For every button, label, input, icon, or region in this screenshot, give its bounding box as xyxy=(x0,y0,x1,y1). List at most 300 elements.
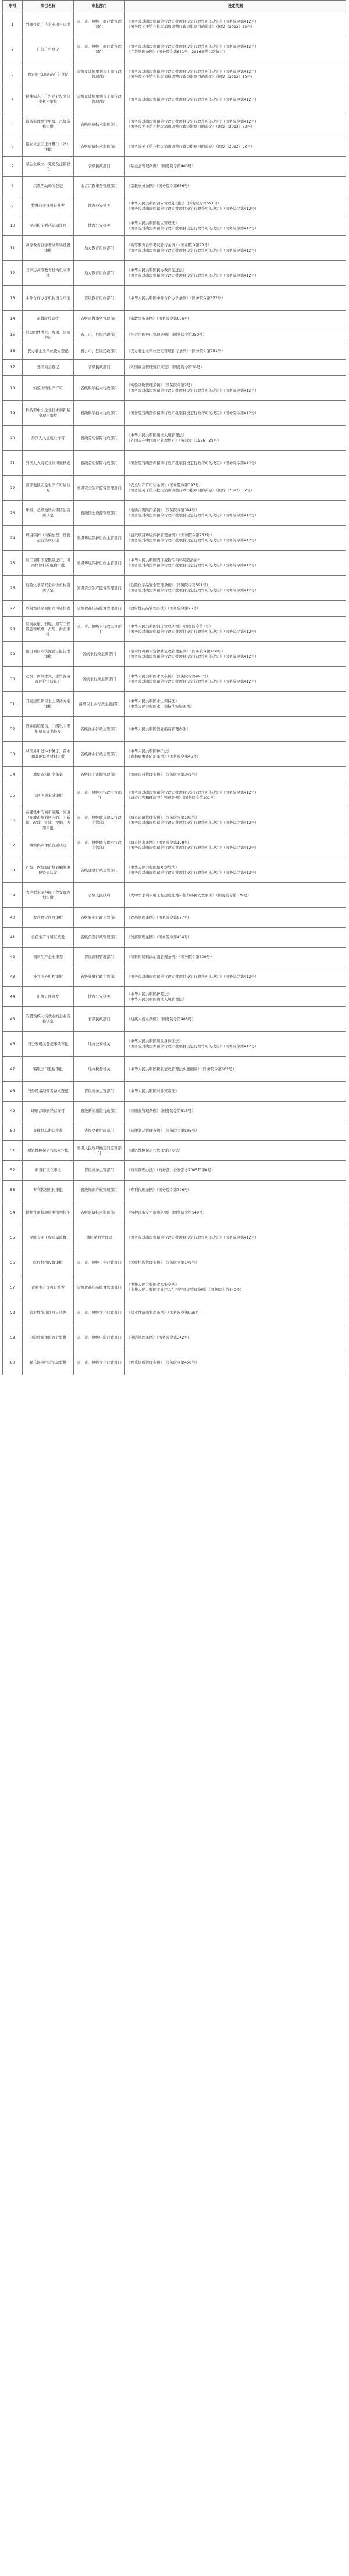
basis-line: 《中华人民共和国水文条例》（国务院令第496号） xyxy=(127,674,211,679)
table-row xyxy=(3,1300,346,1325)
basis-line: 《国务院对确需保留的行政审批项目设定行政许可的决定》（国务院令第412号） xyxy=(127,1235,259,1240)
basis-line: 《中华人民共和国对外贸易法》 xyxy=(127,1089,179,1093)
approval-dept: 省级科学技术行政部门 xyxy=(74,401,125,426)
table-row xyxy=(3,376,346,401)
basis-line: 《国务院对确需保留的行政审批项目设定行政许可的决定》（国务院令第412号） xyxy=(127,119,259,124)
basis-line: 《中华人民共和国固体废物污染环境防治法》 xyxy=(127,558,201,562)
approval-dept: 省、市、县级电影行政部门 xyxy=(74,1325,125,1350)
legal-basis xyxy=(125,236,346,261)
row-number: 6 xyxy=(3,137,23,157)
legal-basis xyxy=(125,967,346,987)
table-row xyxy=(3,1181,346,1200)
legal-basis xyxy=(125,360,346,376)
table-row xyxy=(3,343,346,360)
item-name: 城镇供水单位资质认定 xyxy=(23,833,74,858)
basis-line: 《国务院对确需保留的行政审批项目设定行政许可的决定》（国务院令第412号） xyxy=(127,273,259,278)
table-row xyxy=(3,526,346,551)
legal-basis xyxy=(125,1141,346,1161)
row-number: 23 xyxy=(3,501,23,526)
approval-dept: 省级国土资源管理部门 xyxy=(74,767,125,783)
approval-dept: 省级林业行政主管部门 xyxy=(74,742,125,767)
table-row xyxy=(3,742,346,767)
item-name: 宗教活动场所登记 xyxy=(23,177,74,196)
basis-line: 《高等教育自学考试暂行条例》（国务院令第93号） xyxy=(127,243,212,247)
row-number: 45 xyxy=(3,1007,23,1032)
item-name: 兽药生产许可证核发 xyxy=(23,928,74,948)
basis-line: 《中华人民共和国水土保持法》 xyxy=(127,699,179,704)
item-name: 地质资料汇交备案 xyxy=(23,767,74,783)
approval-dept: 省级食品药品监督管理部门 xyxy=(74,1275,125,1300)
table-row xyxy=(3,858,346,883)
item-name: 特殊标志、广告企业设立分支机构审批 xyxy=(23,87,74,112)
legal-basis xyxy=(125,1032,346,1057)
table-row xyxy=(3,12,346,37)
basis-line: 《建设项目环境保护管理条例》（国务院令第253号） xyxy=(127,533,214,537)
row-number: 59 xyxy=(3,1325,23,1350)
approval-dept: 省级民政部门 xyxy=(74,1007,125,1032)
approval-dept: 省、市、县级卫生行政部门 xyxy=(74,1250,125,1275)
approval-dept: 省、市、县级文化行政部门 xyxy=(74,1350,125,1375)
basis-line: 《国务院对确需保留的行政审批项目设定行政许可的决定》（国务院令第412号） xyxy=(127,206,259,211)
item-name: 高等教育自学考试考场设置审批 xyxy=(23,236,74,261)
approval-dept: 省、市、县级水行政主管部门 xyxy=(74,617,125,642)
approval-dept: 省级及计划单列市工商行政管理部门 xyxy=(74,87,125,112)
basis-line: 《地质资料管理条例》（国务院令第349号） xyxy=(127,772,200,777)
approval-dept: 省级文化行政部门 xyxy=(74,1121,125,1141)
item-name: 特殊行业许可证核发 xyxy=(23,196,74,216)
basis-line: 《国务院对确需保留的行政审批项目设定行政许可的决定》（国务院令第412号） xyxy=(127,513,259,518)
approval-dept: 地方教育行政部门 xyxy=(74,236,125,261)
row-number: 17 xyxy=(3,360,23,376)
table-row xyxy=(3,236,346,261)
basis-line: 《中华人民共和国渔业船员管理办法》 xyxy=(127,726,190,731)
legal-basis xyxy=(125,783,346,808)
row-number: 22 xyxy=(3,476,23,501)
legal-basis xyxy=(125,12,346,37)
row-number: 41 xyxy=(3,928,23,948)
basis-line: 《城市道路管理条例》（国务院令第198号） xyxy=(127,815,200,820)
header-no: 序号 xyxy=(3,1,23,12)
table-row xyxy=(3,967,346,987)
row-number: 40 xyxy=(3,908,23,928)
approval-dept: 省、市、县级工商行政管理部门 xyxy=(74,37,125,62)
item-name: 外国商会登记 xyxy=(23,360,74,376)
approval-dept: 地方宗教事务管理部门 xyxy=(74,177,125,196)
table-row xyxy=(3,667,346,692)
table-row xyxy=(3,62,346,87)
item-name: 放射性药品使用许可证核发 xyxy=(23,601,74,617)
approval-dept: 地区民航管理局 xyxy=(74,1225,125,1250)
approval-dept: 地方税务机关 xyxy=(74,1057,125,1082)
approval-dept: 地方公安机关 xyxy=(74,196,125,216)
legal-basis xyxy=(125,62,346,87)
item-name: 特种设备检验检测机构核准 xyxy=(23,1200,74,1225)
legal-basis xyxy=(125,87,346,112)
approval-dept: 省级渔业行政主管部门 xyxy=(74,717,125,742)
item-name: 建立社会公正计量行（站）审批 xyxy=(23,137,74,157)
row-number: 48 xyxy=(3,1082,23,1102)
row-number: 38 xyxy=(3,858,23,883)
table-row xyxy=(3,551,346,576)
approval-dept: 省级质量技术监督部门 xyxy=(74,1200,125,1225)
row-number: 55 xyxy=(3,1225,23,1250)
row-number: 14 xyxy=(3,311,23,327)
basis-line: 《国务院对确需保留的行政审批项目设定行政许可的决定》（国务院令第412号） xyxy=(127,96,259,102)
approval-dept: 省级质量技术监督部门 xyxy=(74,137,125,157)
item-name: 对公安机关登记事项审批 xyxy=(23,1032,74,1057)
row-number: 51 xyxy=(3,1141,23,1161)
approval-dept: 省、市、县级城市供水行政主管部门 xyxy=(74,833,125,858)
table-row xyxy=(3,717,346,742)
basis-line: 《残疾人就业条例》（国务院令第488号） xyxy=(127,1016,195,1021)
item-name: 危险化学品安全评价机构资质认定 xyxy=(23,576,74,601)
legal-basis xyxy=(125,1325,346,1350)
item-name: 融资性担保公司设立审批 xyxy=(23,1141,74,1161)
approval-dept: 省、市、县级工商行政管理部门 xyxy=(74,12,125,37)
approval-dept: 省级及计划单列市工商行政管理部门 xyxy=(74,62,125,87)
table-body xyxy=(3,12,346,1375)
table-row xyxy=(3,1161,346,1181)
basis-line: 《国务院关于第六批取消和调整行政审批项目的决定》（国发〔2012〕52号） xyxy=(127,74,255,79)
table-row xyxy=(3,196,346,216)
basis-line: 《中华人民共和国税收征收管理法实施细则》（国务院令第362号） xyxy=(127,1066,236,1071)
legal-basis xyxy=(125,908,346,928)
basis-line: 《广告管理条例》（国务院令第681号，2016年第二次修订） xyxy=(127,49,227,54)
item-name: 电影放映单位设立审批 xyxy=(23,1325,74,1350)
table-header-row xyxy=(3,1,346,12)
basis-line: 《国务院对确需保留的行政审批项目设定行政许可的决定》（国务院令第412号） xyxy=(127,845,259,850)
basis-line: 《国务院关于第六批取消和调整行政审批项目的决定》（国发〔2012〕52号） xyxy=(127,488,255,493)
basis-line: 《国务院对确需保留的行政审批项目设定行政许可的决定》（国务院令第412号） xyxy=(127,69,259,74)
basis-line: 《国务院关于第六批取消和调整行政审批项目的决定》（国发〔2012〕52号） xyxy=(127,24,255,29)
legal-basis xyxy=(125,1007,346,1032)
legal-basis xyxy=(125,216,346,236)
basis-line: 《中华人民共和国治安管理处罚法》（国务院令第591号） xyxy=(127,200,222,206)
basis-line: 《取水许可和水资源费征收管理条例》（国务院令第460号） xyxy=(127,649,225,654)
item-name: 宗教院校审批 xyxy=(23,311,74,327)
approval-dept: 省级质量技术监督部门 xyxy=(74,112,125,137)
table-row xyxy=(3,360,346,376)
basis-line: 《城市市容和环境卫生管理条例》（国务院令第101号） xyxy=(127,795,218,800)
approval-dept: 省、市、县级文化行政部门 xyxy=(74,1300,125,1325)
legal-basis xyxy=(125,883,346,908)
legal-basis xyxy=(125,1225,346,1250)
table-row xyxy=(3,157,346,177)
approval-dept: 省级国土资源管理部门 xyxy=(74,501,125,526)
basis-line: 《电影管理条例》（国务院令第342号） xyxy=(127,1334,192,1340)
item-name: 民用枪支弹药运输许可 xyxy=(23,216,74,236)
approval-dept: 省、市、县级民政部门 xyxy=(74,343,125,360)
approval-dept: 省级环境保护行政主管部门 xyxy=(74,551,125,576)
basis-line: 《典当管理办法》（商务部、公安部令2005年第8号） xyxy=(127,1168,215,1172)
approval-dept: 省级外事行政主管部门 xyxy=(74,967,125,987)
basis-line: 《国务院对确需保留的行政审批项目设定行政许可的决定》（国务院令第412号） xyxy=(127,588,259,593)
basis-line: 《国务院对确需保留的行政审批项目设定行政许可的决定》（国务院令第412号） xyxy=(127,44,259,49)
legal-basis xyxy=(125,601,346,617)
basis-line: 《国务院对确需保留的行政审批项目设定行政许可的决定》（国务院令第412号） xyxy=(127,410,259,415)
row-number: 26 xyxy=(3,576,23,601)
basis-line: 《中华人民共和国居民身份证法》 xyxy=(127,1039,183,1043)
row-number: 19 xyxy=(3,401,23,426)
legal-basis xyxy=(125,1300,346,1325)
row-number: 15 xyxy=(3,327,23,343)
legal-basis xyxy=(125,617,346,642)
approval-dept: 省级农业行政主管部门 xyxy=(74,908,125,928)
basis-line: 《国务院对确需保留的行政审批项目设定行政许可的决定》（国务院令第412号） xyxy=(127,563,259,568)
basis-line: 《地质灾害防治条例》（国务院令第394号） xyxy=(127,508,200,512)
table-row xyxy=(3,1121,346,1141)
legal-basis xyxy=(125,1161,346,1181)
legal-basis xyxy=(125,642,346,667)
item-name: 建设项目水资源论证报告书审批 xyxy=(23,642,74,667)
basis-line: 《中华人民共和国民办教育促进法》 xyxy=(127,268,187,272)
table-row xyxy=(3,137,346,157)
basis-line: 《中华人民共和国出境入境管理法》 xyxy=(127,996,187,1002)
row-number: 60 xyxy=(3,1350,23,1375)
legal-basis xyxy=(125,37,346,62)
item-name: 骗取出口退税审批 xyxy=(23,1057,74,1082)
row-number: 34 xyxy=(3,767,23,783)
table-row xyxy=(3,1250,346,1275)
item-name: 设备监理单位甲级、乙级资格审批 xyxy=(23,112,74,137)
item-name: 科技型中小企业技术创新基金项目审批 xyxy=(23,401,74,426)
row-number: 4 xyxy=(3,87,23,112)
item-name: 加工利用国家限制进口、可用作原料的废物审批 xyxy=(23,551,74,576)
basis-line: 《音像制品管理条例》（国务院令第595号） xyxy=(127,1128,200,1133)
basis-line: 《中华人民共和国食品安全法》 xyxy=(127,1282,179,1287)
table-row xyxy=(3,261,346,286)
item-name: 渔业船舶船员、二级以下渔船船员证书核发 xyxy=(23,717,74,742)
item-name: 外商投资广告企业项目审批 xyxy=(23,12,74,37)
basis-line: 《中华人民共和国河道管理条例》（国务院令第3号） xyxy=(127,624,213,629)
table-row xyxy=(3,476,346,501)
approval-dept: 省、市、县级城市建设行政主管部门 xyxy=(74,808,125,833)
item-name: 在建设中的城市道路、河道（在城市规划区内的）上新建、改建、扩建、挖掘、占用审批 xyxy=(23,808,74,833)
basis-line: 《兽药管理条例》（国务院令第404号） xyxy=(127,935,192,939)
basis-line: 《放射性药品管理办法》（国务院令第25号） xyxy=(127,606,201,611)
approval-dept: 省级教育行政部门 xyxy=(74,286,125,311)
legal-basis xyxy=(125,1200,346,1225)
item-name: 安置残疾人员就业的企业资格认定 xyxy=(23,1007,74,1032)
item-name: 江河故道、旧堤、原有工程设施等填堵、占用、拆毁审批 xyxy=(23,617,74,642)
row-number: 29 xyxy=(3,642,23,667)
basis-line: 《专利代理条例》（国务院令第706号） xyxy=(127,1187,192,1192)
basis-line: 《国务院对确需保留的行政审批项目设定行政许可的决定》（国务院令第412号） xyxy=(127,679,259,684)
legal-basis xyxy=(125,501,346,526)
approval-dept: 县级以上水行政主管部门 xyxy=(74,692,125,717)
row-number: 39 xyxy=(3,883,23,908)
item-name: 饲料生产企业审查 xyxy=(23,948,74,967)
legal-basis xyxy=(125,426,346,451)
item-name: 印刷品印刷经营许可 xyxy=(23,1102,74,1121)
row-number: 58 xyxy=(3,1300,23,1325)
row-number: 16 xyxy=(3,343,23,360)
item-name: 典当行设立审批 xyxy=(23,1161,74,1181)
table-row xyxy=(3,327,346,343)
row-number: 47 xyxy=(3,1057,23,1082)
basis-line: 《国务院对确需保留的行政审批项目设定行政许可的决定》（国务院令第412号） xyxy=(127,538,259,543)
basis-line: 《民办非企业单位登记管理暂行条例》（国务院令第251号） xyxy=(127,349,225,353)
basis-line: 《国务院关于第六批取消和调整行政审批项目的决定》（国发〔2012〕52号） xyxy=(127,144,255,149)
row-number: 46 xyxy=(3,1032,23,1057)
legal-basis xyxy=(125,157,346,177)
approval-dept: 省级水行政主管部门 xyxy=(74,667,125,692)
basis-line: 《安全生产许可证条例》（国务院令第397号） xyxy=(127,483,203,487)
approval-items-table xyxy=(2,0,346,1375)
item-name: 民航专业工程质量监督 xyxy=(23,1225,74,1250)
page xyxy=(2,0,346,1375)
item-name: 户外广告登记 xyxy=(23,37,74,62)
table-row xyxy=(3,426,346,451)
basis-line: 《中华人民共和国中外合作办学条例》（国务院令第372号） xyxy=(127,295,225,300)
row-number: 54 xyxy=(3,1200,23,1225)
basis-line: 《国务院对确需保留的行政审批项目设定行政许可的决定》（国务院令第412号） xyxy=(127,19,259,24)
basis-line: 《饲料和饲料添加剂管理条例》（国务院令第609号） xyxy=(127,955,214,959)
table-row xyxy=(3,1350,346,1375)
approval-dept: 省级民政部门 xyxy=(74,360,125,376)
table-row xyxy=(3,928,346,948)
legal-basis xyxy=(125,808,346,833)
table-row xyxy=(3,1007,346,1032)
basis-line: 《中华人民共和国城乡规划法》 xyxy=(127,865,179,870)
approval-dept: 省级宗教事务管理部门 xyxy=(74,311,125,327)
legal-basis xyxy=(125,261,346,286)
legal-basis xyxy=(125,1121,346,1141)
basis-line: 《国务院对确需保留的行政审批项目设定行政许可的决定》（国务院令第412号） xyxy=(127,248,259,253)
item-name: 对外贸易经营者备案登记 xyxy=(23,1082,74,1102)
table-row xyxy=(3,1032,346,1057)
table-row xyxy=(3,177,346,196)
approval-dept: 省级安全生产监督管理部门 xyxy=(74,476,125,501)
table-row xyxy=(3,576,346,601)
table-row xyxy=(3,767,346,783)
row-number: 12 xyxy=(3,261,23,286)
approval-dept: 省、市、县级水行政主管部门 xyxy=(74,783,125,808)
legal-basis xyxy=(125,526,346,551)
basis-line: 《娱乐场所管理条例》（国务院令第458号） xyxy=(127,1359,200,1365)
basis-line: 《国务院对确需保留的行政审批项目设定行政许可的决定》（国务院令第412号） xyxy=(127,225,259,231)
basis-line: 《国务院对确需保留的行政审批项目设定行政许可的决定》（国务院令第412号） xyxy=(127,870,259,875)
item-name: 医疗机构设置审批 xyxy=(23,1250,74,1275)
row-number: 57 xyxy=(3,1275,23,1300)
item-name: 非学历高等教育机构设立审批 xyxy=(23,261,74,286)
item-name: 西部地区安全生产许可证核发 xyxy=(23,476,74,501)
table-row xyxy=(3,1057,346,1082)
table-row xyxy=(3,1200,346,1225)
row-number: 2 xyxy=(3,37,23,62)
approval-dept: 地方公安机关 xyxy=(74,1032,125,1057)
row-number: 43 xyxy=(3,967,23,987)
row-number: 44 xyxy=(3,987,23,1007)
approval-dept: 省级商务主管部门 xyxy=(74,1082,125,1102)
legal-basis xyxy=(125,401,346,426)
item-name: 乙级、丙级城市规划编制单位资质认定 xyxy=(23,858,74,883)
row-number: 1 xyxy=(3,12,23,37)
legal-basis xyxy=(125,1275,346,1300)
item-name: 甲级、乙级地质灾害防治资质认定 xyxy=(23,501,74,526)
basis-line: 《国务院对确需保留的行政审批项目设定行政许可的决定》（国务院令第412号） xyxy=(127,790,259,795)
table-row xyxy=(3,908,346,928)
table-row xyxy=(3,37,346,62)
table-row xyxy=(3,1141,346,1161)
item-name: 民办非企业单位设立登记 xyxy=(23,343,74,360)
basis-line: 《国务院对确需保留的行政审批项目设定行政许可的决定》（国务院令第412号） xyxy=(127,629,259,634)
item-name: 实验动物生产许可 xyxy=(23,376,74,401)
legal-basis xyxy=(125,196,346,216)
basis-line: 《危险化学品安全管理条例》（国务院令第591号） xyxy=(127,583,211,587)
legal-basis xyxy=(125,286,346,311)
row-number: 37 xyxy=(3,833,23,858)
legal-basis xyxy=(125,137,346,157)
item-name: 农药登记许可审批 xyxy=(23,908,74,928)
legal-basis xyxy=(125,1181,346,1200)
item-name: 中外合作办学机构设立审批 xyxy=(23,286,74,311)
table-row xyxy=(3,401,346,426)
row-number: 9 xyxy=(3,196,23,216)
legal-basis xyxy=(125,376,346,401)
item-name: 娱乐场所经营活动审批 xyxy=(23,1350,74,1375)
approval-dept: 省级新闻出版行政部门 xyxy=(74,1102,125,1121)
row-number: 32 xyxy=(3,717,23,742)
item-name: 社会团体成立、变更、注销登记 xyxy=(23,327,74,343)
approval-dept: 省级劳动保障行政部门 xyxy=(74,426,125,451)
legal-basis xyxy=(125,1102,346,1121)
legal-basis xyxy=(125,1082,346,1102)
row-number: 5 xyxy=(3,112,23,137)
approval-dept: 省级知识产权管理部门 xyxy=(74,1181,125,1200)
legal-basis xyxy=(125,177,346,196)
basis-line: 《城市供水条例》（国务院令第158号） xyxy=(127,840,192,845)
approval-dept: 省级兽医行政管理部门 xyxy=(74,928,125,948)
row-number: 50 xyxy=(3,1121,23,1141)
basis-line: 《特种设备安全监察条例》（国务院令第549号） xyxy=(127,1210,206,1215)
item-name: 基金会设立、变更及注销登记 xyxy=(23,157,74,177)
table-row xyxy=(3,451,346,476)
approval-dept: 省级劳动保障行政部门 xyxy=(74,451,125,476)
basis-line: 《中华人民共和国枪支管理法》 xyxy=(127,220,179,225)
row-number: 7 xyxy=(3,157,23,177)
table-row xyxy=(3,1275,346,1300)
basis-line: 《基金会管理条例》（国务院令第400号） xyxy=(127,164,195,168)
row-number: 11 xyxy=(3,236,23,261)
basis-line: 《医疗机构管理条例》（国务院令第149号） xyxy=(127,1260,200,1265)
approval-dept: 省级民政部门 xyxy=(74,157,125,177)
item-name: 市区河道采砂审批 xyxy=(23,783,74,808)
legal-basis xyxy=(125,987,346,1007)
table-row xyxy=(3,692,346,717)
basis-line: 《中华人民共和国出境入境管理法》 xyxy=(127,433,187,437)
basis-line: 《实验动物管理条例》（国务院令第2号） xyxy=(127,383,194,388)
header-item: 项目名称 xyxy=(23,1,74,12)
basis-line: 《印刷业管理条例》（国务院令第315号） xyxy=(127,1108,195,1113)
row-number: 35 xyxy=(3,783,23,808)
legal-basis xyxy=(125,667,346,692)
item-name: 外国人入境就业许可 xyxy=(23,426,74,451)
basis-line: 《国务院对确需保留的行政审批项目设定行政许可的决定》（国务院令第412号） xyxy=(127,460,259,465)
row-number: 18 xyxy=(3,376,23,401)
table-row xyxy=(3,311,346,327)
table-row xyxy=(3,1225,346,1250)
basis-line: 《大中型水利水电工程建设征地补偿和移民安置条例》（国务院令第679号） xyxy=(127,892,251,898)
table-row xyxy=(3,833,346,858)
table-row xyxy=(3,642,346,667)
row-number: 25 xyxy=(3,551,23,576)
row-number: 13 xyxy=(3,286,23,311)
row-number: 31 xyxy=(3,692,23,717)
legal-basis xyxy=(125,1250,346,1275)
header-basis: 设定依据 xyxy=(125,1,346,12)
header-dept: 审批部门 xyxy=(74,1,125,12)
